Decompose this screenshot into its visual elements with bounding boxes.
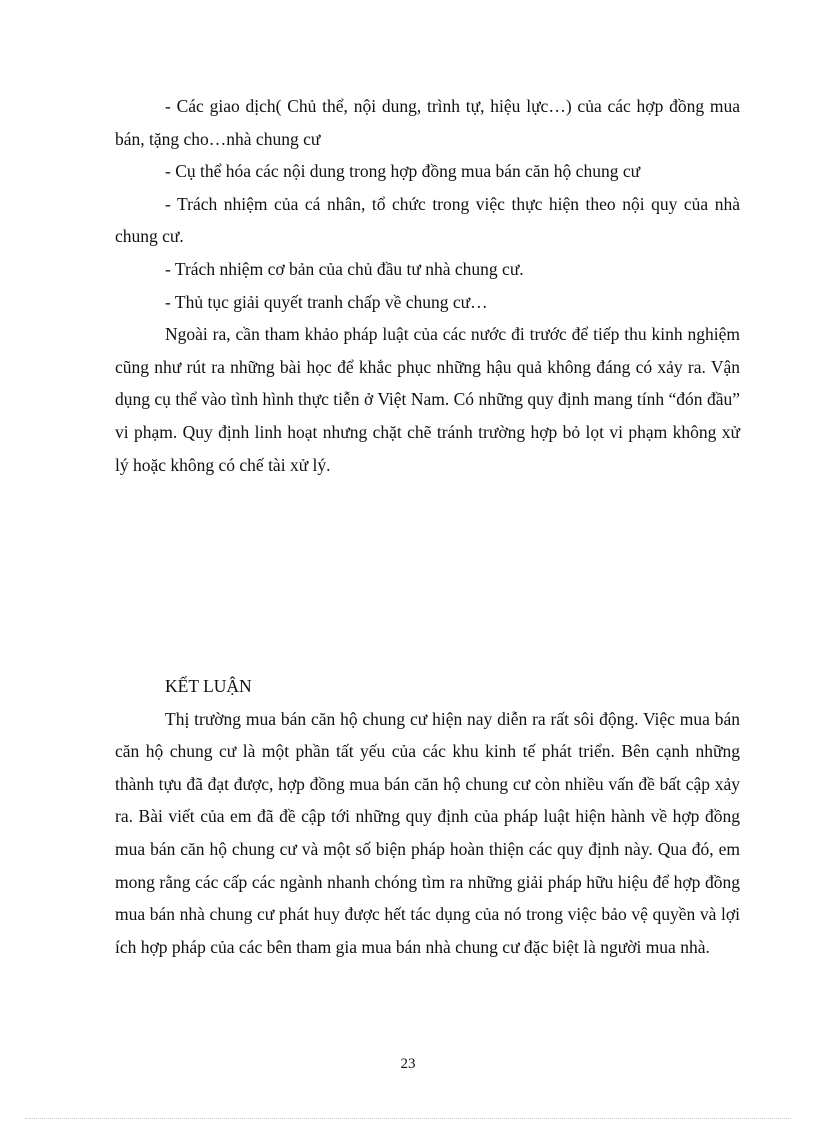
page-number: 23: [400, 1056, 416, 1072]
bullet-dispute-procedure: - Thủ tục giải quyết tranh chấp về chung cư…: [165, 291, 488, 312]
bullet-responsibility-individuals: - Trách nhiệm của cá nhân, tổ chức trong việc thực hiện theo nội quy của nhà chung cư.: [115, 193, 740, 247]
conclusion-paragraph: Thị trường mua bán căn hộ chung cư hiện nay diễn ra rất sôi động. Việc mua bán căn hộ chung cư là một phần tất yếu của các khu kinh tế phát triển. Bên cạnh những thành tựu đã đạt được, hợp đồng mua bán căn hộ chung cư còn nhiều vấn đề bất cập xảy ra. Bài viết của em đã đề cập tới những quy định của pháp luật hiện hành về hợp đồng mua bán căn hộ chung cư và một số biện pháp hoàn thiện các quy định này. Qua đó, em mong rằng các cấp các ngành nhanh chóng tìm ra những giải pháp hữu hiệu để hợp đồng mua bán nhà chung cư phát huy được hết tác dụng của nó trong việc bảo vệ quyền và lợi ích hợp pháp của các bên tham gia mua bán nhà chung cư đặc biệt là người mua nhà.: [115, 708, 740, 957]
bullet-responsibility-investor: - Trách nhiệm cơ bản của chủ đầu tư nhà chung cư.: [165, 258, 524, 279]
bullet-transactions: - Các giao dịch( Chủ thể, nội dung, trình tự, hiệu lực…) của các hợp đồng mua bán, tặng cho…nhà chung cư: [115, 96, 740, 149]
foreign-law-paragraph: Ngoài ra, cần tham khảo pháp luật của các nước đi trước để tiếp thu kinh nghiệm cũng như rút ra những bài học để khắc phục những hậu quả không đáng có xảy ra. Vận dụng cụ thể vào tình hình thực tiễn ở Việt Nam. Có những quy định mang tính “đón đầu” vi phạm. Quy định linh hoạt nhưng chặt chẽ tránh trường hợp bỏ lọt vi phạm không xử lý hoặc không có chế tài xử lý.: [115, 324, 740, 475]
page-bottom-divider: [25, 1118, 791, 1119]
conclusion-heading: KẾT LUẬN: [165, 676, 252, 696]
conclusion-section: [115, 670, 740, 963]
solutions-section: [115, 90, 740, 481]
bullet-contract-content: - Cụ thể hóa các nội dung trong hợp đồng mua bán căn hộ chung cư: [165, 161, 641, 182]
